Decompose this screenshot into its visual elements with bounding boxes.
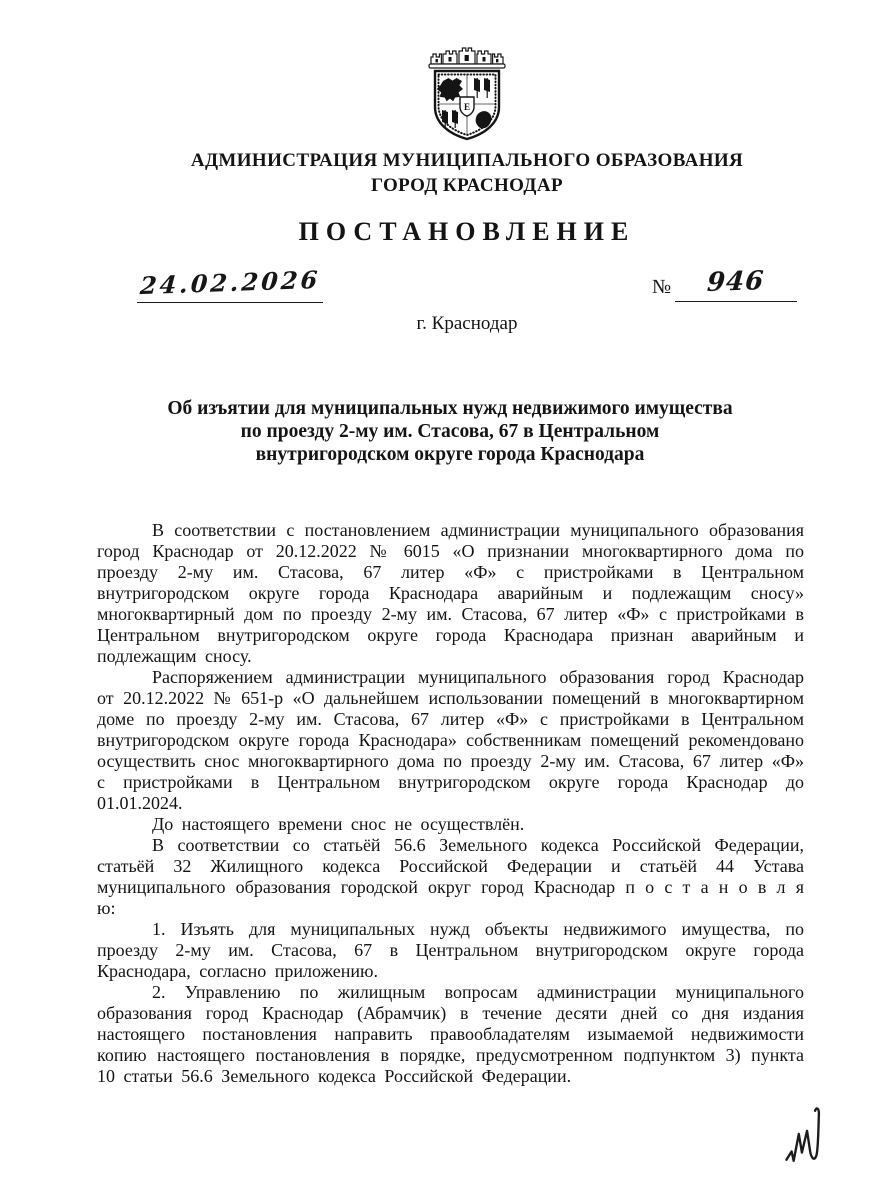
org-name [65,148,869,198]
handwritten-number: 946 [706,265,766,299]
body-paragraph: 2. Управлению по жилищным вопросам администрации муниципального образования город Краснодар (Абрамчик) в течение десяти дней со дня издания настоящего постановления направить правообладателям изымаемой недвижимости копию настоящего постановления в порядке, предусмотренном подпунктом 3) пункта 10 статьи 56.6 Земельного кодекса Российской Федерации. [97,982,804,1086]
number-field [652,266,797,302]
body-paragraph: Распоряжением администрации муниципального образования город Краснодар от 20.12.2022 № 651-р «О дальнейшем использовании помещений в многоквартирном доме по проезду 2-му им. Стасова, 67 литер «Ф» с пристройками в Центральном внутригородском округе города Краснодара» собственникам помещений рекомендовано осуществить снос многоквартирного дома по проезду 2-му им. Стасова, 67 литер «Ф» с пристройками в Центральном внутригородском округе города Краснодар до 01.01.2024. [97,667,804,813]
decree-title-line2: по проезду 2-му им. Стасова, 67 в Центральном [240,421,660,442]
org-name-line2: ГОРОД КРАСНОДАР [370,175,563,196]
org-name-line1: АДМИНИСТРАЦИЯ МУНИЦИПАЛЬНОГО ОБРАЗОВАНИЯ [190,150,744,171]
handwritten-signature-icon [784,1102,826,1168]
decree-title-line3: внутригородском округе города Краснодара [255,444,645,465]
body-paragraph: До настоящего времени снос не осуществлён. [152,814,525,834]
date-field [137,266,323,303]
number-line [675,265,797,302]
body-paragraph: В соответствии с постановлением администрации муниципального образования город Краснодар от 20.12.2022 № 6015 «О признании многоквартирного дома по проезду 2-му им. Стасова, 67 литер «Ф» с пристройками в Центральном внутригородском округе города Краснодара аварийным и подлежащим сносу» многоквартирный дом по проезду 2-му им. Стасова, 67 литер «Ф» с пристройками в Центральном внутригородском округе города Краснодара признан аварийным и подлежащим сносу. [97,520,804,666]
decree-body [97,520,804,1087]
number-sign-label: № [652,276,672,298]
body-paragraph: В соответствии со статьёй 56.6 Земельного кодекса Российской Федерации, статьёй 32 Жилищного кодекса Российской Федерации и статьёй 44 Устава муниципального образования городской округ город Краснодар п о с т а н о в л я ю: [97,835,804,918]
svg-text:Е: Е [463,102,471,112]
decree-title-line1: Об изъятии для муниципальных нужд недвижимого имущества [167,398,733,419]
decree-title [97,397,803,466]
body-paragraph: 1. Изъять для муниципальных нужд объекты недвижимого имущества, по проезду 2-му им. Стасова, 67 в Центральном внутригородском округе города Краснодара, согласно приложению. [97,919,804,981]
document-type-heading: ПОСТАНОВЛЕНИЕ [298,217,636,246]
krasnodar-coat-of-arms-icon [427,47,507,141]
handwritten-date: 24.02.2026 [138,264,322,301]
city-line: г. Краснодар [416,313,518,334]
